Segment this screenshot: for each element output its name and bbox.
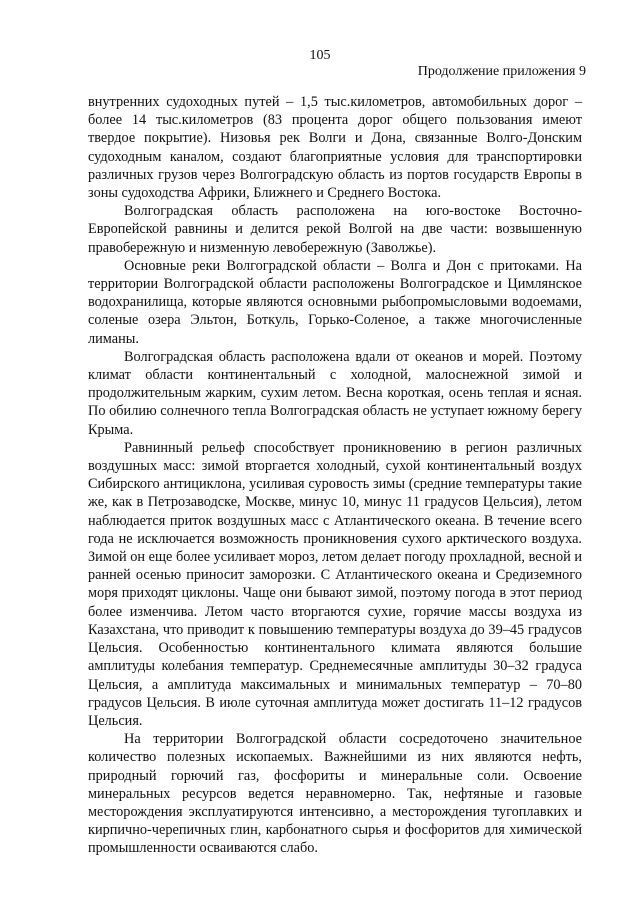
paragraph: внутренних судоходных путей – 1,5 тыс.километров, автомобильных дорог – более 14 тыс.километров (83 процента дорог общего пользования имеют твердое покрытие). Низовья рек Волги и Дона, связанные Волго-Донским судоходным каналом, создают благоприятные условия для транспортировки различных грузов через Волгоградскую область из портов государств Европы в зоны судоходства Африки, Ближнего и Среднего Востока. — [88, 94, 582, 202]
page-number: 105 — [309, 48, 331, 63]
paragraph: На территории Волгоградской области сосредоточено значительное количество полезных ископаемых. Важнейшими из них являются нефть, природный горючий газ, фосфориты и минеральные соли. Освоение минеральных ресурсов ведется неравномерно. Так, нефтяные и газовые месторождения эксплуатируются интенсивно, а месторождения тугоплавких и кирпично-черепичных глин, карбонатного сырья и фосфоритов для химической промышленности осваиваются слабо. — [88, 731, 582, 857]
paragraph: Волгоградская область расположена вдали от океанов и морей. Поэтому климат области континентальный с холодной, малоснежной зимой и продолжительным жарким, сухим летом. Весна короткая, осень теплая и ясная. По обилию солнечного тепла Волгоградская область не уступает южному берегу Крыма. — [88, 348, 582, 438]
body-text — [88, 93, 582, 858]
paragraph: Равнинный рельеф способствует проникновению в регион различных воздушных масс: зимой вторгается холодный, сухой континентальный воздух Сибирского антициклона, усиливая суровость зимы (средние температуры такие же, как в Петрозаводске, Москве, минус 10, минус 11 градусов Цельсия), летом наблюдается приток воздушных масс с Атлантического океана. В течение всего года не исключается возможность проникновения сухого арктического воздуха. Зимой он еще более усиливает мороз, летом делает погоду прохладной, весной и ранней осенью приносит заморозки. С Атлантического океана и Средиземного моря приходят циклоны. Чаще они бывают зимой, поэтому погода в этот период более изменчива. Летом часто вторгаются сухие, горячие массы воздуха из Казахстана, что приводит к повышению температуры воздуха до 39–45 градусов Цельсия. Особенностью континентального климата являются большие амплитуды колебания температур. Среднемесячные амплитуды 30–32 градуса Цельсия, а амплитуда максимальных и минимальных температур – 70–80 градусов Цельсия. В июле суточная амплитуда может достигать 11–12 градусов Цельсия. — [88, 439, 582, 729]
running-head: Продолжение приложения 9 — [417, 64, 586, 79]
paragraph: Основные реки Волгоградской области – Волга и Дон с притоками. На территории Волгоградской области расположены Волгоградское и Цимлянское водохранилища, которые являются основными рыбопромысловыми водоемами, соленые озера Эльтон, Боткуль, Горько-Соленое, а также многочисленные лиманы. — [88, 257, 582, 347]
paragraph: Волгоградская область расположена на юго-востоке Восточно-Европейской равнины и делится рекой Волгой на две части: возвышенную правобережную и низменную левобережную (Заволжье). — [88, 203, 582, 256]
